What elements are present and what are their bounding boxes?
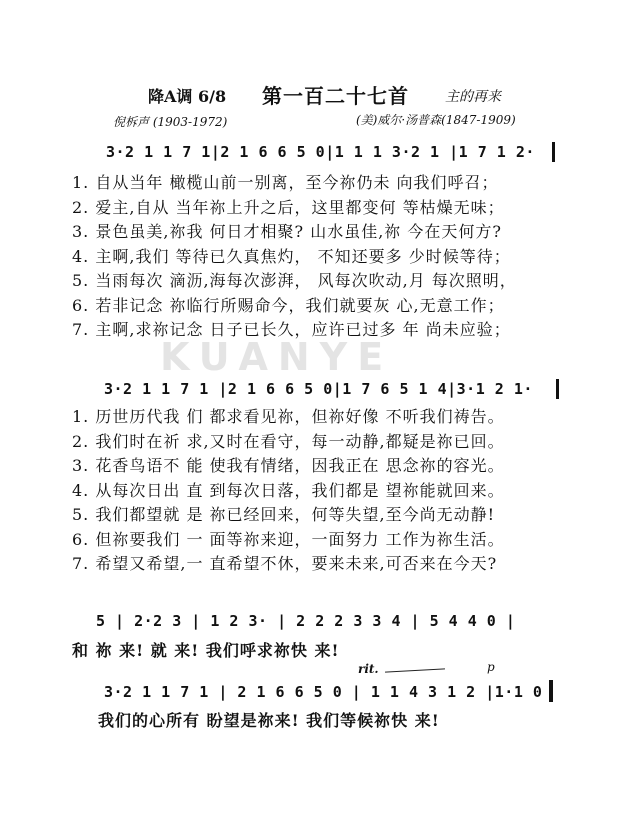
lyric-line: 1. 历世历代我 们 都求看见祢，但祢好像 不听我们祷告。: [72, 407, 505, 426]
lyric-line: 1. 自从当年 橄榄山前一别离，至今祢仍未 向我们呼召；: [72, 173, 499, 192]
notation-line-4: 3·2 1 1 7 1 | 2 1 6 6 5 0 | 1 1 4 3 1 2 |1·1 0: [104, 683, 543, 701]
author-credit: (美)威尔·汤普森(1847-1909): [356, 113, 516, 127]
lyric-line: 7. 主啊,求祢记念 日子已长久，应许已过多 年 尚未应验；: [72, 320, 511, 339]
lyric-line: 7. 希望又希望,一 直希望不休，要来未来,可否来在今天?: [72, 554, 498, 573]
notation-line-3: 5 | 2·2 3 | 1 2 3· | 2 2 2 3 3 4 | 5 4 4 0 |: [96, 612, 516, 630]
piano-mark: p: [487, 660, 495, 674]
lyric-line: 2. 爱主,自从 当年祢上升之后，这里都变何 等枯燥无味；: [72, 197, 505, 217]
refrain-lyric-1: 和 祢 来! 就 来! 我们呼求祢快 来!: [72, 641, 340, 660]
lyric-line: 6. 但祢要我们 一 面等祢来迎，一面努力 工作为祢生活。: [72, 529, 505, 549]
final-barline: [549, 680, 553, 702]
barline: [552, 142, 555, 162]
lyric-line: 3. 景色虽美,祢我 何日才相聚? 山水虽佳,祢 今在天何方?: [72, 222, 502, 241]
song-key: 降A调 6/8: [148, 87, 227, 106]
lyric-line: 3. 花香鸟语不 能 使我有情绪，因我正在 思念祢的容光。: [72, 456, 505, 475]
lyric-line: 4. 从每次日出 直 到每次日落，我们都是 望祢能就回来。: [72, 480, 505, 500]
song-subtitle: 主的再来: [445, 89, 501, 105]
refrain-lyric-2: 我们的心所有 盼望是祢来! 我们等候祢快 来!: [98, 711, 440, 730]
decrescendo-wedge: [385, 668, 445, 672]
ritardando-mark: rit.: [358, 662, 379, 676]
lyric-line: 6. 若非记念 祢临行所赐命今，我们就要灰 心,无意工作；: [72, 295, 505, 315]
watermark-text: KUANYE: [160, 335, 394, 379]
lyric-line: 5. 我们都望就 是 祢已经回来，何等失望,至今尚无动静!: [72, 505, 496, 524]
song-title: 第一百二十七首: [262, 84, 409, 108]
lyric-line: 5. 当雨每次 滴沥,海每次澎湃， 风每次吹动,月 每次照明，: [72, 271, 517, 290]
composer-credit: 倪柝声 (1903-1972): [113, 115, 228, 129]
notation-line-2: 3·2 1 1 7 1 |2 1 6 6 5 0|1 7 6 5 1 4|3·1 2 1·: [104, 380, 533, 398]
barline: [556, 379, 559, 399]
lyric-line: 2. 我们时在祈 求,又时在看守，每一动静,都疑是祢已回。: [72, 431, 505, 451]
notation-line-1: 3·2 1 1 7 1|2 1 6 6 5 0|1 1 1 3·2 1 |1 7 1 2·: [106, 143, 535, 161]
lyric-line: 4. 主啊,我们 等待已久真焦灼， 不知还要多 少时候等待；: [72, 246, 511, 266]
